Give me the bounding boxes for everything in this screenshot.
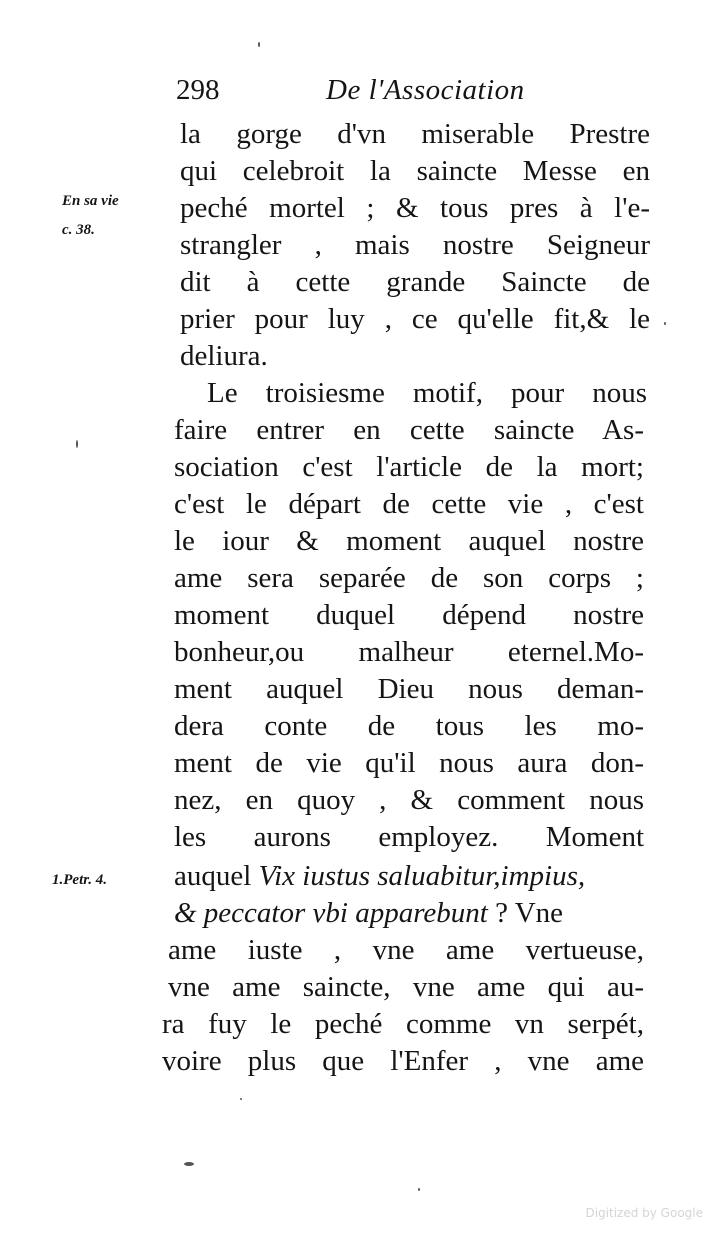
- scan-speck: [258, 42, 260, 47]
- text-span: ? Vne: [487, 897, 564, 929]
- text-line: qui celebroit la saincte Messe en: [180, 155, 650, 187]
- text-line: c'est le départ de cette vie , c'est: [174, 488, 644, 520]
- scan-speck: [418, 1188, 420, 1191]
- text-line: dit à cette grande Saincte de: [180, 266, 650, 298]
- scan-speck: [76, 440, 78, 448]
- text-line: ame iuste , vne ame vertueuse,: [168, 934, 644, 966]
- scan-speck: [184, 1162, 194, 1166]
- paragraph-first-line: Le troisiesme motif, pour nous: [207, 377, 647, 409]
- text-line-latin-quote: [174, 858, 644, 894]
- text-span: auquel: [174, 860, 259, 892]
- text-line: vne ame saincte, vne ame qui au-: [168, 971, 644, 1003]
- text-line: strangler , mais nostre Seigneur: [180, 229, 650, 261]
- text-line: ame sera separée de son corps ;: [174, 562, 644, 594]
- text-line: ment de vie qu'il nous aura don-: [174, 747, 644, 779]
- running-head: De l'Association: [326, 74, 525, 106]
- page-header: [176, 74, 646, 114]
- text-line: ra fuy le peché comme vn serpét,: [162, 1008, 644, 1040]
- margin-note-scripture: 1.Petr. 4.: [52, 872, 107, 888]
- text-line: faire entrer en cette saincte As-: [174, 414, 644, 446]
- text-line: nez, en quoy , & comment nous: [174, 784, 644, 816]
- digitization-watermark: Digitized by Google: [585, 1206, 703, 1220]
- latin-quote: Vix iustus saluabitur,impius,: [258, 860, 586, 892]
- text-line: moment duquel dépend nostre: [174, 599, 644, 631]
- page-number: 298: [176, 74, 220, 106]
- text-line: bonheur,ou malheur eternel.Mo-: [174, 636, 644, 668]
- scan-speck: [240, 1098, 242, 1100]
- text-line: voire plus que l'Enfer , vne ame: [162, 1045, 644, 1077]
- margin-note-reference: [62, 193, 119, 239]
- text-line: dera conte de tous les mo-: [174, 710, 644, 742]
- text-line: deliura.: [180, 340, 268, 372]
- text-line: ment auquel Dieu nous deman-: [174, 673, 644, 705]
- text-line: peché mortel ; & tous pres à l'e-: [180, 192, 650, 224]
- text-line: sociation c'est l'article de la mort;: [174, 451, 644, 483]
- text-line: les aurons employez. Moment: [174, 821, 644, 853]
- scan-speck: [664, 322, 666, 325]
- text-line-latin-quote: [174, 895, 644, 931]
- text-line: le iour & moment auquel nostre: [174, 525, 644, 557]
- latin-quote: & peccator vbi apparebunt: [174, 897, 488, 929]
- margin-note-line: En sa vie: [62, 193, 119, 209]
- text-line: la gorge d'vn miserable Prestre: [180, 118, 650, 150]
- margin-note-line: c. 38.: [62, 222, 95, 238]
- text-line: prier pour luy , ce qu'elle fit,& le: [180, 303, 650, 335]
